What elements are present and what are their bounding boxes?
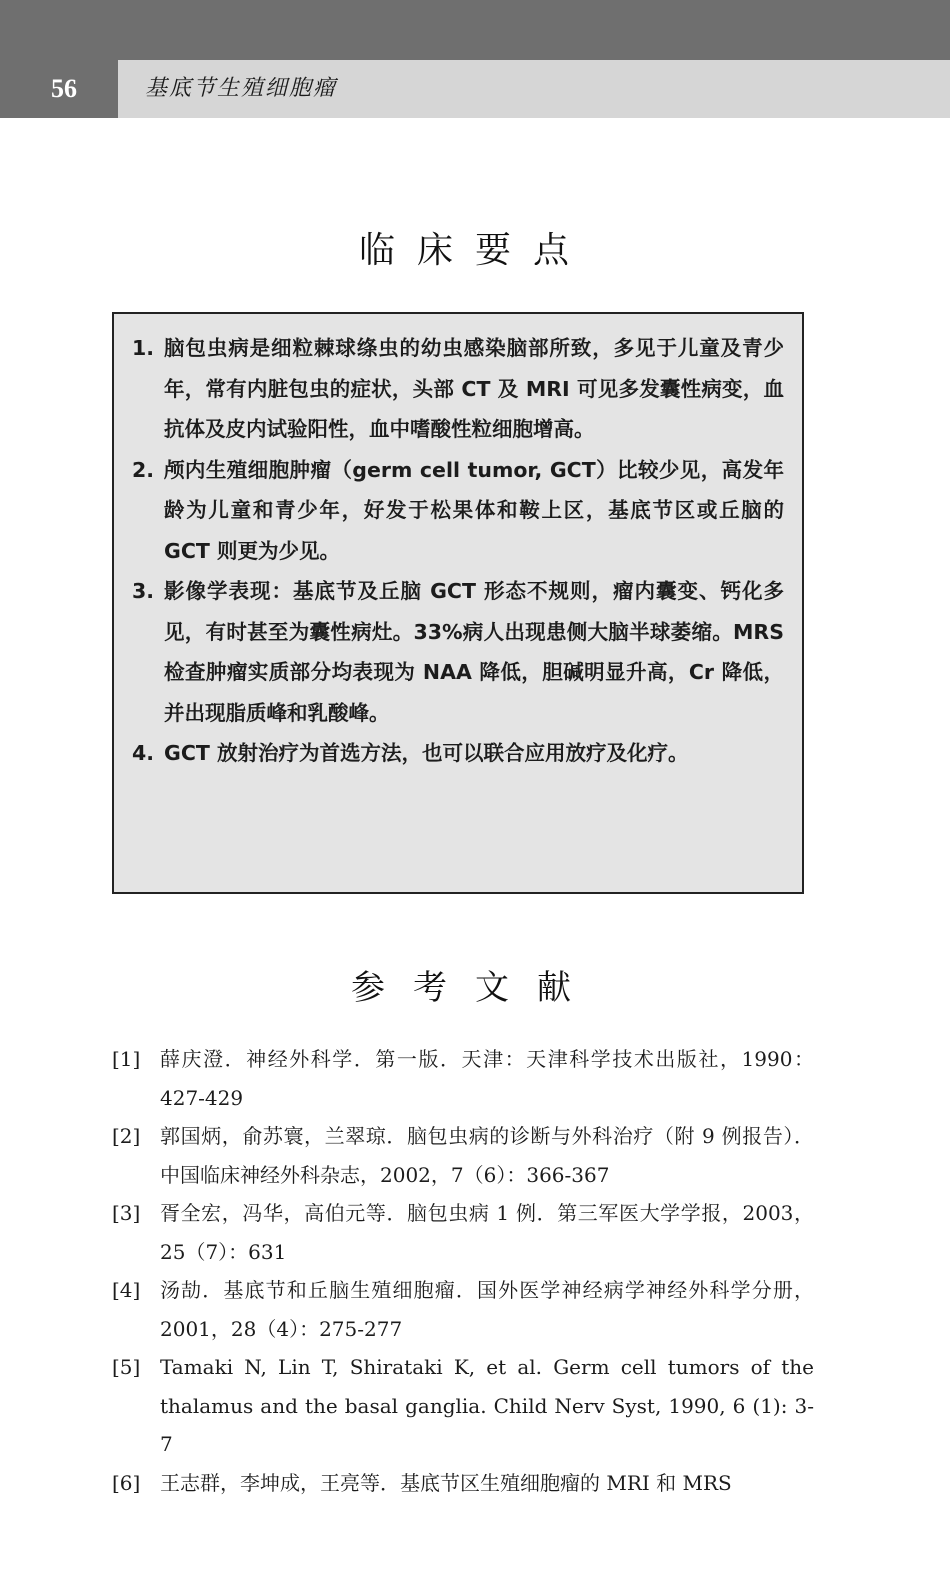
clinical-point [132,571,784,733]
reference-number: [4] [112,1278,141,1302]
point-number: 3. [132,579,155,603]
reference-text: 胥全宏，冯华，高伯元等．脑包虫病 1 例．第三军医大学学报，2003，25（7）：631 [160,1201,814,1264]
reference-number: [3] [112,1201,141,1225]
point-text: 颅内生殖细胞肿瘤（germ cell tumor, GCT）比较少见，高发年龄为儿童和青少年，好发于松果体和鞍上区，基底节区或丘脑的 GCT 则更为少见。 [164,457,784,563]
reference-item [112,1117,814,1194]
point-text: 脑包虫病是细粒棘球绦虫的幼虫感染脑部所致，多见于儿童及青少年，常有内脏包虫的症状，头部 CT 及 MRI 可见多发囊性病变，血抗体及皮内试验阳性，血中嗜酸性粒细胞增高。 [164,336,784,441]
reference-number: [5] [112,1355,141,1379]
reference-number: [2] [112,1124,141,1148]
point-number: 4. [132,741,155,765]
reference-item [112,1464,814,1503]
references-title: 参考文献 [351,968,599,1008]
page-number: 56 [51,74,77,103]
reference-item [112,1348,814,1464]
reference-text: 薛庆澄．神经外科学．第一版．天津：天津科学技术出版社，1990：427-429 [160,1047,814,1110]
clinical-points-title: 临床要点 [358,230,591,271]
reference-item [112,1194,814,1271]
reference-item [112,1040,814,1117]
point-text: GCT 放射治疗为首选方法，也可以联合应用放疗及化疗。 [164,741,689,765]
clinical-point [132,328,784,450]
reference-item [112,1271,814,1348]
reference-number: [6] [112,1470,141,1495]
point-number: 1. [132,336,155,360]
point-number: 2. [132,457,155,482]
reference-text: 王志群，李坤成，王亮等．基底节区生殖细胞瘤的 MRI 和 MRS [160,1470,732,1495]
clinical-point [132,733,784,774]
point-text: 影像学表现：基底节及丘脑 GCT 形态不规则，瘤内囊变、钙化多见，有时甚至为囊性病灶。33%病人出现患侧大脑半球萎缩。MRS 检查肿瘤实质部分均表现为 NAA 降低，胆碱明显升高，Cr 降低，并出现脂质峰和乳酸峰。 [164,579,784,725]
page-header [0,0,950,118]
reference-number: [1] [112,1047,141,1071]
reference-text: Tamaki N, Lin T, Shirataki K, et al. Germ cell tumors of the thalamus and the basal ganglia. Child Nerv Syst, 1990, 6 (1): 3-7 [160,1355,814,1456]
clinical-point [132,450,784,572]
reference-text: 汤劼．基底节和丘脑生殖细胞瘤．国外医学神经病学神经外科学分册，2001，28（4）：275-277 [160,1278,814,1341]
reference-text: 郭国炳，俞苏寰，兰翠琼．脑包虫病的诊断与外科治疗（附 9 例报告）．中国临床神经外科杂志，2002，7（6）：366-367 [160,1124,814,1187]
references-list [112,1040,814,1502]
running-title: 基底节生殖细胞瘤 [145,76,338,101]
clinical-points-box [112,312,804,894]
